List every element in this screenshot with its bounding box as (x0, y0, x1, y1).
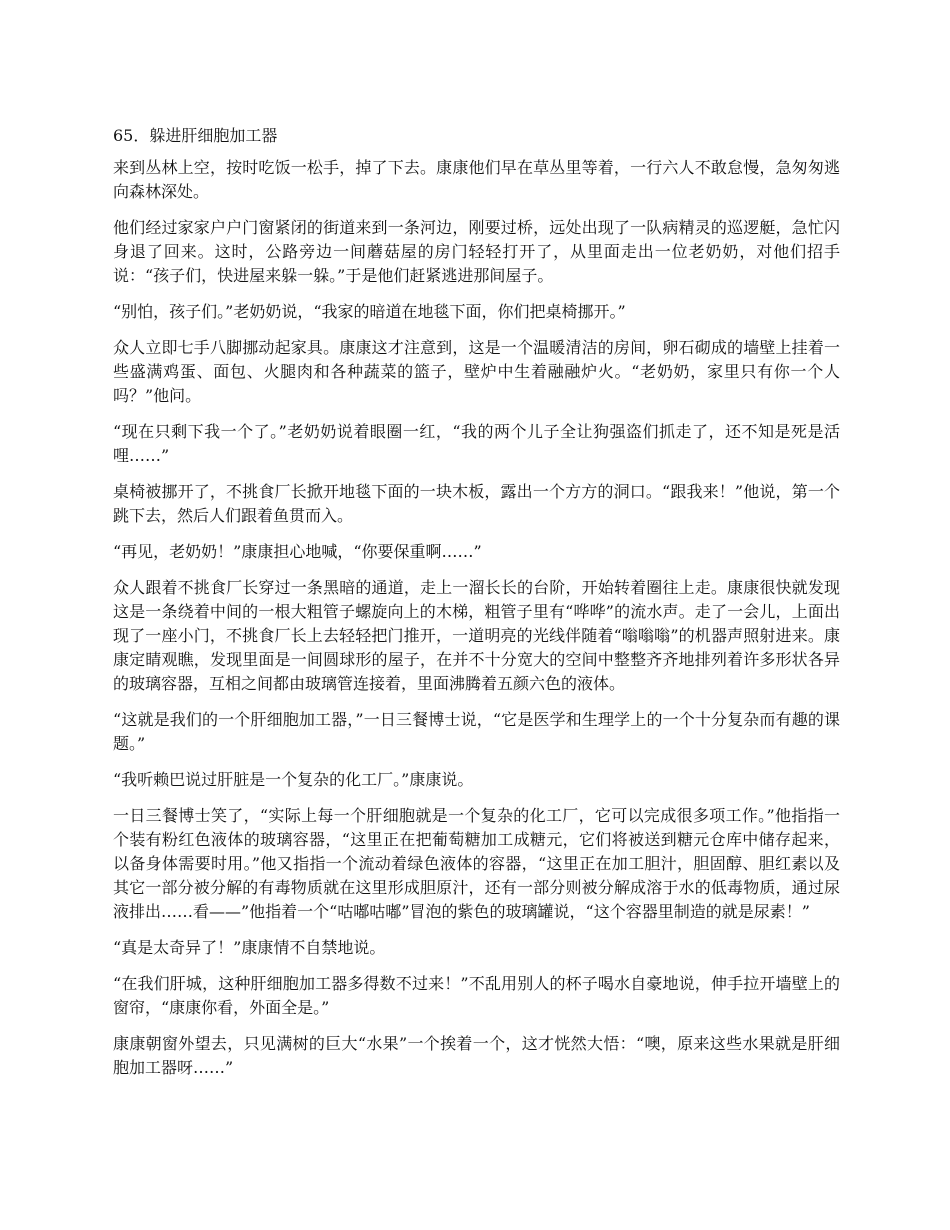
paragraph: 桌椅被挪开了，不挑食厂长掀开地毯下面的一块木板，露出一个方方的洞口。“跟我来！”他说，第一个跳下去，然后人们跟着鱼贯而入。 (113, 482, 840, 525)
paragraph: “真是太奇异了！”康康情不自禁地说。 (113, 938, 386, 957)
paragraph: “这就是我们的一个肝细胞加工器，”一日三餐博士说，“它是医学和生理学上的一个十分复杂而有趣的课题。” (113, 710, 840, 753)
paragraph: “在我们肝城，这种肝细胞加工器多得数不过来！”不乱用别人的杯子喝水自豪地说，伸手拉开墙壁上的窗帘，“康康你看，外面全是。” (113, 974, 840, 1017)
paragraph: “我听赖巴说过肝脏是一个复杂的化工厂。”康康说。 (113, 770, 474, 789)
paragraph: “再见，老奶奶！”康康担心地喊，“你要保重啊……” (113, 542, 482, 561)
paragraph: 众人跟着不挑食厂长穿过一条黑暗的通道，走上一溜长长的台阶，开始转着圈往上走。康康很快就发现这是一条绕着中间的一根大粗管子螺旋向上的木梯，粗管子里有“哗哗”的流水声。走了一会儿，上面出现了一座小门，不挑食厂长上去轻轻把门推开，一道明亮的光线伴随着“嗡嗡嗡”的机器声照射进来。康康定睛观瞧，发现里面是一间圆球形的屋子，在并不十分宽大的空间中整整齐齐地排列着许多形状各异的玻璃容器，互相之间都由玻璃管连接着，里面沸腾着五颜六色的液体。 (113, 578, 840, 693)
paragraph: 康康朝窗外望去，只见满树的巨大“水果”一个挨着一个，这才恍然大悟：“噢，原来这些水果就是肝细胞加工器呀……” (113, 1034, 840, 1077)
paragraph: “别怕，孩子们。”老奶奶说，“我家的暗道在地毯下面，你们把桌椅挪开。” (113, 302, 626, 321)
paragraph: 来到丛林上空，按时吃饭一松手，掉了下去。康康他们早在草丛里等着，一行六人不敢怠慢，急匆匆逃向森林深处。 (113, 158, 840, 201)
paragraph: “现在只剩下我一个了。”老奶奶说着眼圈一红，“我的两个儿子全让狗强盗们抓走了，还不知是死是活哩……” (113, 422, 840, 465)
chapter-title: 65．躲进肝细胞加工器 (113, 126, 278, 145)
paragraph: 众人立即七手八脚挪动起家具。康康这才注意到，这是一个温暖清洁的房间，卵石砌成的墙壁上挂着一些盛满鸡蛋、面包、火腿肉和各种蔬菜的篮子，壁炉中生着融融炉火。“老奶奶，家里只有你一个人吗？”他问。 (113, 338, 840, 405)
paragraph: 他们经过家家户户门窗紧闭的街道来到一条河边，刚要过桥，远处出现了一队病精灵的巡逻艇，急忙闪身退了回来。这时，公路旁边一间蘑菇屋的房门轻轻打开了，从里面走出一位老奶奶，对他们招手说：“孩子们，快进屋来躲一躲。”于是他们赶紧逃进那间屋子。 (113, 218, 840, 285)
paragraph: 一日三餐博士笑了，“实际上每一个肝细胞就是一个复杂的化工厂，它可以完成很多项工作。”他指指一个装有粉红色液体的玻璃容器，“这里正在把葡萄糖加工成糖元，它们将被送到糖元仓库中储存起来，以备身体需要时用。”他又指指一个流动着绿色液体的容器，“这里正在加工胆汁，胆固醇、胆红素以及其它一部分被分解的有毒物质就在这里形成胆原汁，还有一部分则被分解成溶于水的低毒物质，通过尿液排出……看——”他指着一个“咕嘟咕嘟”冒泡的紫色的玻璃罐说，“这个容器里制造的就是尿素！” (113, 806, 840, 921)
document-page (113, 124, 840, 1092)
